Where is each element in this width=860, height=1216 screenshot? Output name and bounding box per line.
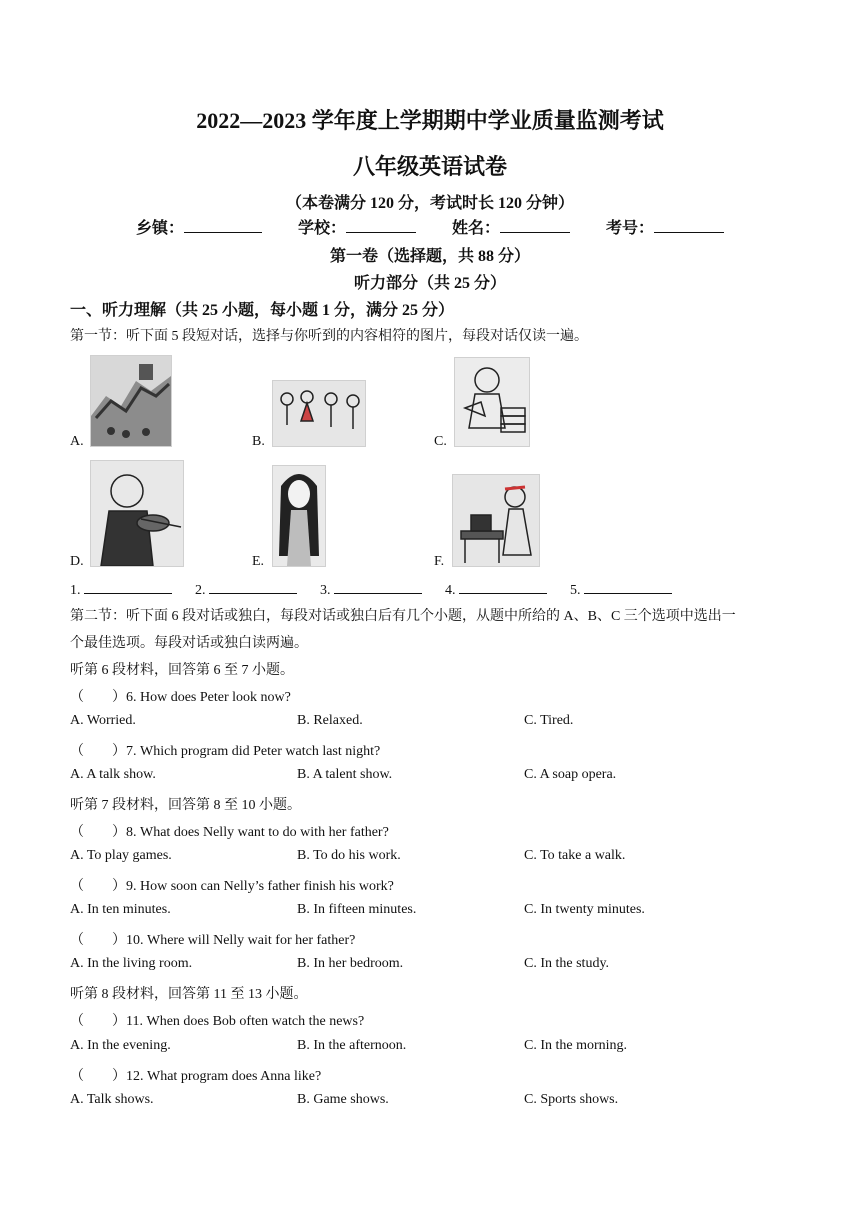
answer-paren[interactable]: （ ） — [70, 825, 126, 840]
answer-paren[interactable]: （ ） — [70, 1069, 126, 1084]
boy-reading-picture — [454, 357, 530, 447]
answer-line-5[interactable] — [584, 579, 672, 594]
q9-option-c: C. In twenty minutes. — [524, 902, 645, 917]
answer-paren[interactable]: （ ） — [70, 744, 126, 759]
question-11: （ ）11. When does Bob often watch the news? — [70, 1014, 365, 1029]
q6-option-a: A. Worried. — [70, 713, 136, 728]
group-intro: 听第 7 段材料，回答第 8 至 10 小题。 — [70, 798, 301, 813]
answer-blank-4: 4. — [445, 583, 547, 598]
part1-instruction: 第一节：听下面 5 段短对话，选择与你听到的内容相符的图片，每段对话仅读一遍。 — [70, 329, 588, 344]
answer-line-1[interactable] — [84, 579, 172, 594]
q12-option-b: B. Game shows. — [297, 1092, 389, 1107]
picture-label-f: F. — [434, 554, 445, 569]
q12-option-c: C. Sports shows. — [524, 1092, 619, 1107]
part2-instruction-line2: 个最佳选项。每段对话或独白读两遍。 — [70, 636, 308, 651]
answer-blank-5: 5. — [570, 583, 672, 598]
children-group-picture — [272, 380, 366, 447]
long-hair-girl-picture — [272, 465, 326, 567]
field-exam-number: 考号： — [606, 220, 724, 237]
girl-cooking-picture — [452, 474, 540, 567]
picture-label-a: A. — [70, 434, 84, 449]
q11-option-c: C. In the morning. — [524, 1038, 628, 1053]
q6-option-b: B. Relaxed. — [297, 713, 363, 728]
question-9: （ ）9. How soon can Nelly’s father finish his work? — [70, 879, 394, 894]
answer-paren[interactable]: （ ） — [70, 690, 126, 705]
q11-option-b: B. In the afternoon. — [297, 1038, 407, 1053]
question-12: （ ）12. What program does Anna like? — [70, 1069, 322, 1084]
exam-title: 2022—2023 学年度上学期期中学业质量监测考试 — [196, 108, 664, 133]
school-blank[interactable] — [346, 218, 416, 233]
q7-option-b: B. A talent show. — [297, 767, 393, 782]
listening-part-heading: 听力部分（共 25 分） — [353, 275, 506, 292]
answer-paren[interactable]: （ ） — [70, 1014, 126, 1029]
q11-option-a: A. In the evening. — [70, 1038, 171, 1053]
volume-heading: 第一卷（选择题，共 88 分） — [329, 248, 530, 265]
q10-option-b: B. In her bedroom. — [297, 956, 404, 971]
q10-option-a: A. In the living room. — [70, 956, 193, 971]
part2-instruction-line1: 第二节：听下面 6 段对话或独白，每段对话或独白后有几个小题，从题中所给的 A、B、C 三个选项中选出一 — [70, 609, 736, 624]
q7-option-c: C. A soap opera. — [524, 767, 617, 782]
name-blank[interactable] — [500, 218, 570, 233]
violinist-picture — [90, 460, 184, 567]
field-name: 姓名： — [452, 220, 570, 237]
picture-label-d: D. — [70, 554, 84, 569]
answer-line-2[interactable] — [209, 579, 297, 594]
answer-blank-1: 1. — [70, 583, 172, 598]
answer-paren[interactable]: （ ） — [70, 879, 126, 894]
answer-blank-3: 3. — [320, 583, 422, 598]
q10-option-c: C. In the study. — [524, 956, 610, 971]
question-8: （ ）8. What does Nelly want to do with her father? — [70, 825, 389, 840]
question-6: （ ）6. How does Peter look now? — [70, 690, 291, 705]
group-intro: 听第 6 段材料，回答第 6 至 7 小题。 — [70, 663, 294, 678]
answer-paren[interactable]: （ ） — [70, 933, 126, 948]
section1-heading: 一、听力理解（共 25 小题，每小题 1 分，满分 25 分） — [70, 302, 455, 319]
q8-option-c: C. To take a walk. — [524, 848, 626, 863]
q9-option-b: B. In fifteen minutes. — [297, 902, 417, 917]
q7-option-a: A. A talk show. — [70, 767, 156, 782]
picture-label-c: C. — [434, 434, 447, 449]
q6-option-c: C. Tired. — [524, 713, 574, 728]
answer-line-4[interactable] — [459, 579, 547, 594]
great-wall-picture — [90, 355, 172, 447]
picture-label-b: B. — [252, 434, 265, 449]
answer-blank-2: 2. — [195, 583, 297, 598]
group-intro: 听第 8 段材料，回答第 11 至 13 小题。 — [70, 987, 308, 1002]
q8-option-a: A. To play games. — [70, 848, 172, 863]
question-10: （ ）10. Where will Nelly wait for her father? — [70, 933, 356, 948]
exam-note: （本卷满分 120 分，考试时长 120 分钟） — [285, 195, 574, 212]
q12-option-a: A. Talk shows. — [70, 1092, 154, 1107]
q8-option-b: B. To do his work. — [297, 848, 401, 863]
township-blank[interactable] — [184, 218, 262, 233]
field-township: 乡镇： — [136, 220, 262, 237]
exam-subtitle: 八年级英语试卷 — [352, 154, 507, 179]
q9-option-a: A. In ten minutes. — [70, 902, 171, 917]
answer-line-3[interactable] — [334, 579, 422, 594]
field-school: 学校： — [298, 220, 416, 237]
exam-number-blank[interactable] — [654, 218, 724, 233]
student-info-row — [0, 215, 860, 238]
question-7: （ ）7. Which program did Peter watch last night? — [70, 744, 381, 759]
picture-label-e: E. — [252, 554, 265, 569]
answer-blanks-row — [70, 579, 672, 599]
